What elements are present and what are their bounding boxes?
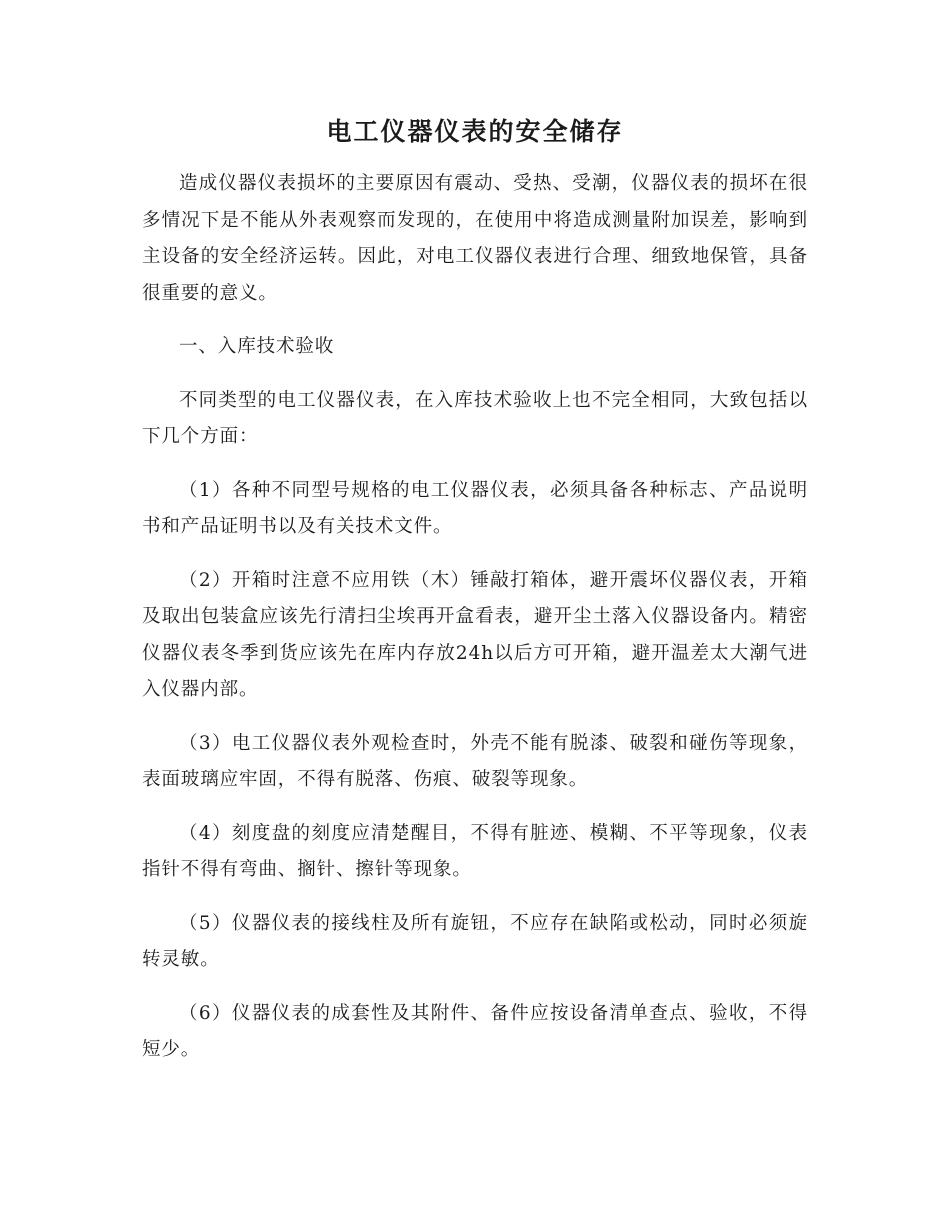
document-title: 电工仪器仪表的安全储存 <box>326 117 624 146</box>
list-item: （1）各种不同型号规格的电工仪器仪表，必须具备各种标志、产品说明书和产品证明书以及有关技术文件。 <box>142 479 808 537</box>
list-item: （4）刻度盘的刻度应清楚醒目，不得有脏迹、模糊、不平等现象，仪表指针不得有弯曲、搁针、擦针等现象。 <box>142 822 808 880</box>
section-intro-paragraph: 不同类型的电工仪器仪表，在入库技术验收上也不完全相同，大致包括以下几个方面： <box>142 389 808 447</box>
document-body <box>142 112 808 1069</box>
list-item: （5）仪器仪表的接线柱及所有旋钮，不应存在缺陷或松动，同时必须旋转灵敏。 <box>142 912 808 970</box>
section-heading: 一、入库技术验收 <box>179 336 335 357</box>
intro-paragraph: 造成仪器仪表损坏的主要原因有震动、受热、受潮，仪器仪表的损坏在很多情况下是不能从外表观察而发现的，在使用中将造成测量附加误差，影响到主设备的安全经济运转。因此，对电工仪器仪表进行合理、细致地保管，具备很重要的意义。 <box>142 173 808 304</box>
list-item: （6）仪器仪表的成套性及其附件、备件应按设备清单查点、验收，不得短少。 <box>142 1002 808 1060</box>
list-item: （3）电工仪器仪表外观检查时，外壳不能有脱漆、破裂和碰伤等现象，表面玻璃应牢固，不得有脱落、伤痕、破裂等现象。 <box>142 732 808 790</box>
list-item: （2）开箱时注意不应用铁（木）锤敲打箱体，避开震坏仪器仪表，开箱及取出包装盒应该先行清扫尘埃再开盒看表，避开尘土落入仪器设备内。精密仪器仪表冬季到货应该先在库内存放24h以后方可开箱，避开温差太大潮气进入仪器内部。 <box>142 569 808 700</box>
